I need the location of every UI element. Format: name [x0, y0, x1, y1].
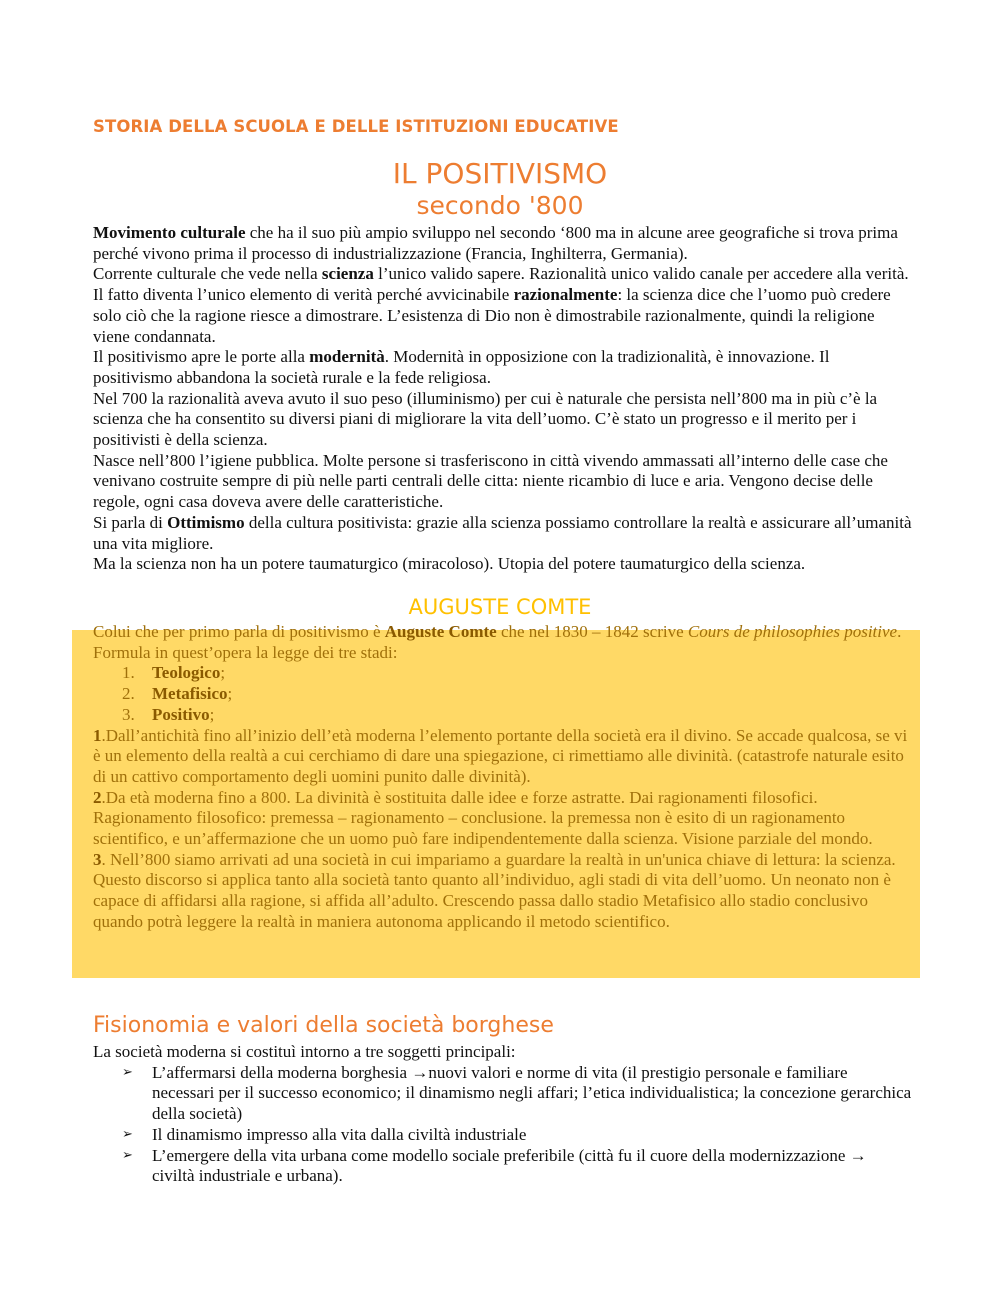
text-run: . Nell’800 siamo arrivati ad una società in cui impariamo a guardare la realtà in un'unica chiave di lettura: la scienza. Questo discorso si applica tanto alla società tanto quanto all’individuo, agli stadi di vita dell’uomo. Un neonato non è capace di affidarsi alla ragione, si affida all’adulto. Crescendo passa dallo stadio Metafisico allo stadio conclusivo quando potrà leggere la realtà in maniera autonoma applicando il metodo scientifico. [93, 849, 896, 931]
paragraph [93, 622, 913, 663]
text-run: che nel 1830 – 1842 scrive [496, 622, 688, 641]
stage-name: Metafisico [152, 684, 228, 704]
bourgeois-section [93, 1042, 913, 1187]
paragraph [93, 850, 913, 933]
bold-term: modernità [309, 347, 385, 367]
bold-term: scienza [321, 264, 374, 284]
comte-section [93, 622, 913, 933]
italic-title: Cours de philosophies positive [687, 622, 898, 641]
list-item [93, 705, 913, 726]
stages-list [93, 663, 913, 725]
list-item [93, 663, 913, 684]
paragraph [93, 347, 913, 388]
arrow-bullet-icon: ➢ [122, 1147, 133, 1163]
text-run: Colui che per primo parla di positivismo è [93, 622, 385, 641]
paragraph [93, 264, 913, 347]
text-run: Il dinamismo impresso alla vita dalla civiltà industriale [152, 1124, 527, 1144]
text-run: ; [227, 684, 233, 704]
stage-name: Positivo [152, 704, 210, 724]
text-run: L’emergere della vita urbana come modello sociale preferibile (città fu il cuore della modernizzazione [152, 1145, 850, 1165]
paragraph: Ma la scienza non ha un potere taumaturgico (miracoloso). Utopia del potere taumaturgico della scienza. [93, 554, 806, 574]
page-title: IL POSITIVISMO [392, 157, 608, 190]
text-run: ; [209, 704, 215, 724]
bold-term: Auguste Comte [384, 622, 497, 641]
text-run: civiltà industriale e urbana). [152, 1166, 343, 1186]
text-run: Il positivismo apre le porte alla [93, 347, 310, 367]
text-run: .Dall’antichità fino all’inizio dell’età moderna l’elemento portante della società era il divino. Se accade qualcosa, se vi è un elemento della realtà a cui cerchiamo di dare una spiegazione, ci rimettiamo alle divinità. (catastrofe naturale esito di un cattivo comportamento degli uomini punito dalle divinità). [93, 725, 908, 786]
list-number: 3. [122, 704, 135, 724]
paragraph: La società moderna si costituì intorno a tre soggetti principali: [93, 1042, 516, 1061]
arrow-icon: → [849, 1145, 867, 1165]
stage-number: 3 [93, 849, 102, 869]
positivism-section [93, 223, 913, 575]
stage-name: Teologico [152, 663, 221, 683]
bold-term: Movimento culturale [93, 223, 246, 242]
list-number: 1. [122, 663, 135, 683]
stage-number: 2 [93, 787, 102, 807]
bold-term: razionalmente [513, 285, 618, 305]
paragraph [93, 726, 913, 788]
bullet-list [93, 1063, 913, 1187]
text-run: .Da età moderna fino a 800. La divinità è sostituita dalle idee e forze astratte. Dai ragionamenti filosofici. Ragionamento filosofico: premessa – ragionamento – conclusione. la premessa non è esito di un ragionamento scientifico, e un’affermazione che un uomo può fare indipendentemente dalla scienza. Visione parziale del mondo. [93, 787, 873, 849]
comte-heading: AUGUSTE COMTE [408, 595, 592, 619]
list-item [93, 1146, 913, 1187]
paragraph: Nasce nell’800 l’igiene pubblica. Molte persone si trasferiscono in città vivendo ammassati all’interno delle case che venivano costruite sempre di più nelle parti centrali delle citta: niente ricambio di luce e aria. Vengono decise delle regole, ogni casa doveva avere delle caratteristiche. [93, 450, 888, 512]
section-heading: Fisionomia e valori della società borghese [93, 1013, 554, 1038]
bold-term: Ottimismo [167, 512, 245, 532]
arrow-bullet-icon: ➢ [122, 1064, 133, 1080]
text-run: nuovi valori e norme di vita (il prestigio personale e familiare necessari per il successo economico; il dinamismo negli affari; l’etica individualistica; la concezione gerarchica della società) [152, 1062, 912, 1124]
text-run: Si parla di [93, 512, 168, 532]
paragraph [93, 513, 913, 554]
stage-number: 1 [93, 725, 102, 745]
list-item [93, 1063, 913, 1125]
text-run: . Modernità in opposizione con la tradizionalità, è innovazione. Il positivismo abbandona la società rurale e la fede religiosa. [93, 347, 830, 387]
course-title: STORIA DELLA SCUOLA E DELLE ISTITUZIONI EDUCATIVE [93, 117, 619, 136]
list-item [93, 1125, 913, 1146]
text-run: L’affermarsi della moderna borghesia [152, 1062, 412, 1082]
text-run: Corrente culturale che vede nella [93, 264, 322, 284]
text-run: : la scienza dice che l’uomo può credere solo ciò che la ragione riesce a dimostrare. L’esistenza di Dio non è dimostrabile razionalmente, quindi la religione viene condannata. [93, 285, 891, 346]
text-run: della cultura positivista: grazie alla scienza possiamo controllare la realtà e assicurare all’umanità una vita migliore. [93, 512, 912, 553]
text-run: . Formula in quest’opera la legge dei tre stadi: [93, 622, 902, 662]
paragraph [93, 788, 913, 850]
list-item [93, 684, 913, 705]
arrow-bullet-icon: ➢ [122, 1126, 133, 1142]
text-run: l’unico valido sapere. Razionalità unico valido canale per accedere alla verità. Il fatto diventa l’unico elemento di verità perché avvicinabile [93, 264, 909, 305]
page-subtitle: secondo '800 [416, 191, 584, 220]
paragraph [93, 223, 913, 264]
arrow-icon: → [411, 1062, 429, 1082]
list-number: 2. [122, 684, 135, 704]
text-run: che ha il suo più ampio sviluppo nel secondo ‘800 ma in alcune aree geografiche si trova prima perché vivono prima il processo di industrializzazione (Francia, Inghilterra, Germania). [93, 223, 898, 263]
text-run: ; [220, 663, 226, 683]
paragraph: Nel 700 la razionalità aveva avuto il suo peso (illuminismo) per cui è naturale che persista nell’800 ma in più c’è la scienza che ha consentito su diversi piani di migliorare la vita dell’uomo. C’è stato un progresso e il merito per i positivisti è della scienza. [93, 388, 878, 450]
